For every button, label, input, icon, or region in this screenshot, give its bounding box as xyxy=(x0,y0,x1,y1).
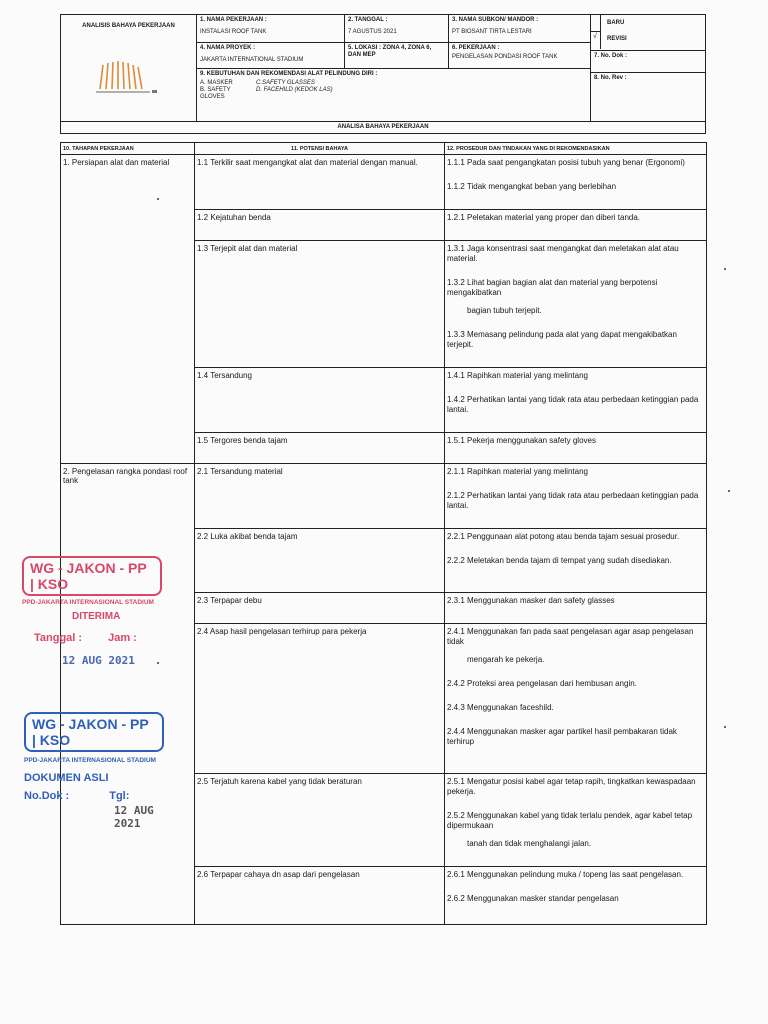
section-title: ANALISA BAHAYA PEKERJAAN xyxy=(60,122,706,134)
hazard-cell: 2.4 Asap hasil pengelasan terhirup para pekerja xyxy=(195,624,445,774)
procedure-cell xyxy=(445,529,707,593)
ppe-c: C.SAFETY GLASSES xyxy=(256,80,315,86)
field-subcon: 3. NAMA SUBKON/ MANDOR : PT BIOSANT TIRTA LESTARI xyxy=(449,15,591,43)
procedure-item: 1.3.2 Lihat bagian bagian alat dan material yang berpotensi mengakibatkan xyxy=(447,278,658,297)
procedure-cell xyxy=(445,867,707,925)
table-row xyxy=(61,464,707,529)
hazard-cell: 2.6 Terpapar cahaya dn asap dari pengelasan xyxy=(195,867,445,925)
stamp1-status: DITERIMA xyxy=(72,611,121,622)
procedure-item: 1.1.1 Pada saat pengangkatan posisi tubuh yang benar (Ergonomi) xyxy=(447,158,685,167)
hazard-cell: 2.2 Luka akibat benda tajam xyxy=(195,529,445,593)
procedure-cell xyxy=(445,241,707,368)
stamp1-tanggal: Tanggal : xyxy=(34,632,83,644)
procedure-cell xyxy=(445,593,707,624)
hazard-cell: 1.2 Kejatuhan benda xyxy=(195,210,445,241)
hazard-cell: 1.3 Terjepit alat dan material xyxy=(195,241,445,368)
field-job-name: 1. NAMA PEKERJAAN : INSTALASI ROOF TANK xyxy=(197,15,345,43)
col-stage-header: 10. TAHAPAN PEKERJAAN xyxy=(61,143,195,155)
stage-cell: 1. Persiapan alat dan material xyxy=(61,155,195,210)
header-block xyxy=(60,14,706,122)
stamp2-name: WG - JAKON - PP | KSO xyxy=(24,712,164,752)
procedure-item: 2.1.2 Perhatikan lantai yang tidak rata atau perbedaan ketinggian pada lantai. xyxy=(447,491,699,510)
procedure-item: tanah dan tidak menghalangi jalan. xyxy=(467,839,592,848)
procedure-item: 2.2.1 Penggunaan alat potong atau benda tajam sesuai prosedur. xyxy=(447,532,680,541)
procedure-item: 2.6.1 Menggunakan pelindung muka / topeng las saat pengelasan. xyxy=(447,870,684,879)
hazard-cell: 2.5 Terjatuh karena kabel yang tidak beraturan xyxy=(195,774,445,867)
ppe-d: D. FACEHILD (KEDOK LAS) xyxy=(256,87,333,93)
procedure-item: 2.5.1 Mengatur posisi kabel agar tetap rapih, tingkatkan kewaspadaan pekerja. xyxy=(447,777,696,796)
ppe-a: A. MASKER xyxy=(200,80,233,86)
procedure-cell xyxy=(445,155,707,210)
col-procedure-header: 12. PROSEDUR DAN TINDAKAN YANG DI REKOMENDASIKAN xyxy=(445,143,707,155)
procedure-item: 2.4.3 Menggunakan faceshild. xyxy=(447,703,554,712)
check-mark: √ xyxy=(593,33,597,40)
procedure-item: 2.4.1 Menggunakan fan pada saat pengelasan agar asap pengelasan tidak xyxy=(447,627,694,646)
stage-cell xyxy=(61,241,195,368)
stage-cell xyxy=(61,210,195,241)
field-ppe: 9. KEBUTUHAN DAN REKOMENDASI ALAT PELINDUNG DIRI : A. MASKER B. SAFETY GLOVES C.SAFETY GLASSES D. FACEHILD (KEDOK LAS) xyxy=(197,69,591,121)
procedure-item: 1.3.3 Memasang pelindung pada alat yang dapat mengakibatkan terjepit. xyxy=(447,330,677,349)
procedure-item: bagian tubuh terjepit. xyxy=(467,306,542,315)
procedure-item: 2.4.2 Proteksi area pengelasan dari hembusan angin. xyxy=(447,679,637,688)
procedure-item: 2.6.2 Menggunakan masker standar pengelasan xyxy=(447,894,619,903)
original-doc-stamp xyxy=(24,712,174,842)
field-location: 5. LOKASI : ZONA 4, ZONA 6, DAN MEP xyxy=(345,43,449,69)
status-revisi: REVISI xyxy=(607,36,627,42)
stamp1-sub: PPD-JAKARTA INTERNASIONAL STADIUM xyxy=(22,599,154,606)
procedure-item: 1.4.1 Rapihkan material yang melintang xyxy=(447,371,588,380)
status-cell xyxy=(591,15,705,51)
procedure-item: 2.5.2 Menggunakan kabel yang tidak terlalu pendek, agar kabel tetap dipermukaan xyxy=(447,811,693,830)
procedure-cell xyxy=(445,368,707,433)
procedure-item: 1.2.1 Peletakan material yang proper dan diberi tanda. xyxy=(447,213,641,222)
ppe-b: B. SAFETY GLOVES xyxy=(200,87,231,100)
status-baru: BARU xyxy=(607,20,625,26)
table-row xyxy=(61,368,707,433)
stage-cell xyxy=(61,368,195,433)
procedure-cell xyxy=(445,624,707,774)
procedure-item: mengarah ke pekerja. xyxy=(467,655,545,664)
table-row xyxy=(61,241,707,368)
procedure-item: 1.4.2 Perhatikan lantai yang tidak rata atau perbedaan ketinggian pada lantai. xyxy=(447,395,699,414)
table-row xyxy=(61,433,707,464)
title-logo-cell xyxy=(61,15,197,121)
procedure-item: 2.4.4 Menggunakan masker agar partikel hasil pembakaran tidak terhirup xyxy=(447,727,677,746)
field-doc-no: 7. No. Dok : xyxy=(591,51,705,73)
hazard-cell: 2.3 Terpapar debu xyxy=(195,593,445,624)
stamp1-name: WG - JAKON - PP | KSO xyxy=(22,556,162,596)
hazard-cell: 1.5 Tergores benda tajam xyxy=(195,433,445,464)
procedure-item: 2.3.1 Menggunakan masker dan safety glasses xyxy=(447,596,615,605)
procedure-item: 1.5.1 Pekerja menggunakan safety gloves xyxy=(447,436,596,445)
hazard-cell: 1.4 Tersandung xyxy=(195,368,445,433)
stamp2-tgl: Tgl: xyxy=(109,790,130,802)
stamp1-date: 12 AUG 2021 xyxy=(62,654,135,667)
field-rev-no: 8. No. Rev : xyxy=(594,75,627,81)
stage-cell: 2. Pengelasan rangka pondasi roof tank xyxy=(61,464,195,529)
company-logo xyxy=(94,59,164,99)
field-work: 6. PEKERJAAN : PENGELASAN PONDASI ROOF TANK xyxy=(449,43,591,69)
procedure-item: 1.1.2 Tidak mengangkat beban yang berlebihan xyxy=(447,182,617,191)
stage-cell xyxy=(61,867,195,925)
hazard-cell: 1.1 Terkilir saat mengangkat alat dan material dengan manual. xyxy=(195,155,445,210)
stamp2-date: 12 AUG 2021 xyxy=(114,804,154,830)
procedure-cell xyxy=(445,774,707,867)
doc-title: ANALISIS BAHAYA PEKERJAAN xyxy=(82,23,175,29)
received-stamp xyxy=(22,556,172,691)
stamp2-sub: PPD-JAKARTA INTERNASIONAL STADIUM xyxy=(24,757,156,764)
procedure-item: 1.3.1 Jaga konsentrasi saat mengangkat dan meletakan alat atau material. xyxy=(447,244,679,263)
table-header-row xyxy=(61,143,707,155)
table-row xyxy=(61,867,707,925)
procedure-cell xyxy=(445,433,707,464)
procedure-cell xyxy=(445,464,707,529)
col-hazard-header: 11. POTENSI BAHAYA xyxy=(195,143,445,155)
table-row xyxy=(61,210,707,241)
table-row xyxy=(61,155,707,210)
stamp2-nodok: No.Dok : xyxy=(24,790,70,802)
field-project: 4. NAMA PROYEK : JAKARTA INTERNATIONAL STADIUM xyxy=(197,43,345,69)
procedure-cell xyxy=(445,210,707,241)
stamp1-jam: Jam : xyxy=(108,632,137,644)
stamp2-status: DOKUMEN ASLI xyxy=(24,772,109,784)
procedure-item: 2.2.2 Meletakan benda tajam di tempat yang sudah disediakan. xyxy=(447,556,672,565)
stage-cell xyxy=(61,433,195,464)
procedure-item: 2.1.1 Rapihkan material yang melintang xyxy=(447,467,588,476)
hazard-cell: 2.1 Tersandung material xyxy=(195,464,445,529)
field-date: 2. TANGGAL : 7 AGUSTUS 2021 xyxy=(345,15,449,43)
